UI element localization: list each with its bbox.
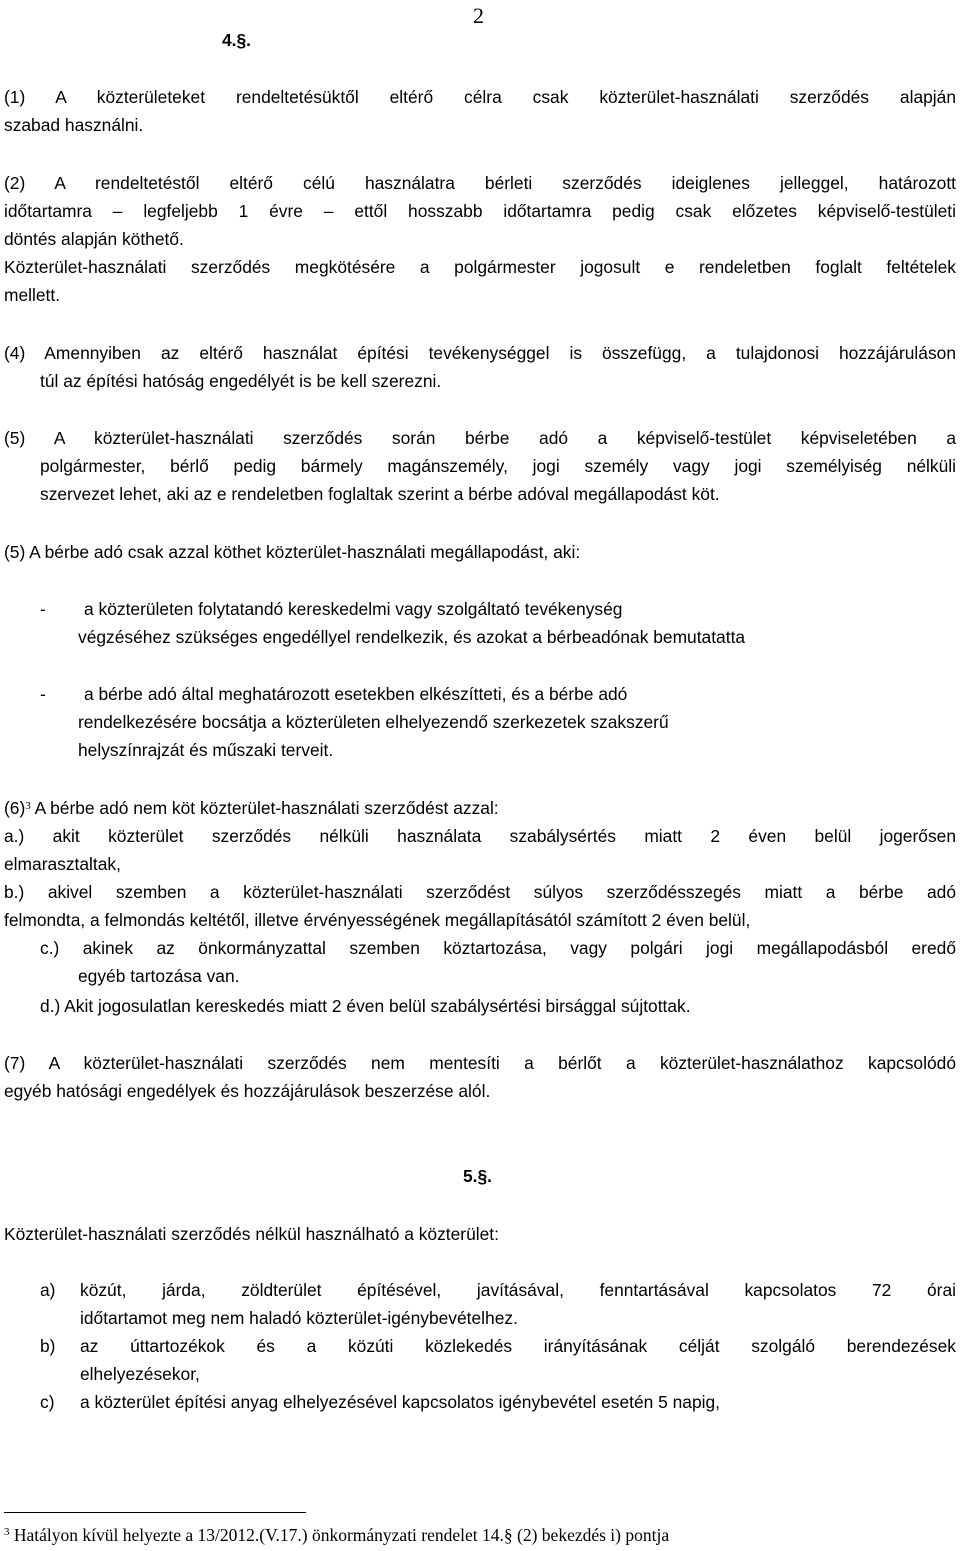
paragraph-2-line-1: (2) A rendeltetéstől eltérő célú használatra bérleti szerződés ideiglenes jelleggel, határozott [4,173,956,193]
list-b-label: b) [40,1336,56,1356]
footnote [4,1523,669,1547]
paragraph-2-line-4: Közterület-használati szerződés megkötésére a polgármester jogosult e rendeletben foglalt feltételek [4,257,956,277]
paragraph-5a-line-1: (5) A közterület-használati szerződés során bérbe adó a képviselő-testület képviseletében a [4,428,956,448]
paragraph-2-line-3: döntés alapján köthető. [4,229,184,249]
bullet-2-line-2: rendelkezésére bocsátja a közterületen elhelyezendő szerkezetek szakszerű [78,712,669,732]
paragraph-7-line-2: egyéb hatósági engedélyek és hozzájárulások beszerzése alól. [4,1081,491,1101]
item-b-line-2: felmondta, a felmondás keltétől, illetve érvényességének megállapításától számított 2 éven belül, [4,910,751,930]
section-5-heading: 5.§. [463,1166,493,1186]
list-b-line-1: az úttartozékok és a közúti közlekedés irányításának célját szolgáló berendezések [80,1336,956,1356]
item-c-line-2: egyéb tartozása van. [78,966,240,986]
paragraph-2-line-5: mellett. [4,285,61,305]
paragraph-7-line-1: (7) A közterület-használati szerződés nem mentesíti a bérlőt a közterület-használathoz kapcsolódó [4,1053,956,1073]
footnote-separator [4,1512,306,1513]
paragraph-4-line-2: túl az építési hatóság engedélyét is be kell szerezni. [40,371,442,391]
item-a-line-1: a.) akit közterület szerződés nélküli használata szabálysértés miatt 2 éven belül jogerősen [4,826,956,846]
item-b-line-1: b.) akivel szemben a közterület-használati szerződést súlyos szerződésszegés miatt a bérbe adó [4,882,956,902]
list-b-line-2: elhelyezésekor, [80,1364,200,1384]
paragraph-5a-line-2: polgármester, bérlő pedig bármely magánszemély, jogi személy vagy jogi személyiség nélküli [40,456,956,476]
list-a-label: a) [40,1280,56,1300]
footnote-mark: 3 [4,1526,10,1538]
footnote-text: Hatályon kívül helyezte a 13/2012.(V.17.) önkormányzati rendelet 14.§ (2) bekezdés i) pontja [9,1525,670,1545]
paragraph-2-line-2: időtartamra – legfeljebb 1 évre – ettől hosszabb időtartamra pedig csak előzetes képviselő-testületi [4,201,956,221]
list-a-line-1: közút, járda, zöldterület építésével, javításával, fenntartásával kapcsolatos 72 órai [80,1280,956,1300]
paragraph-1-line-1: (1) A közterületeket rendeltetésüktől eltérő célra csak közterület-használati szerződés alapján [4,87,956,107]
page-number: 2 [473,3,484,28]
bullet-2-dash: - [40,684,46,704]
item-d: d.) Akit jogosulatlan kereskedés miatt 2 éven belül szabálysértési birsággal sújtottak. [40,996,691,1016]
footnote-reference[interactable]: 3 [25,800,31,812]
list-a-line-2: időtartamot meg nem haladó közterület-igénybevételhez. [80,1308,518,1328]
paragraph-6-intro [4,794,499,822]
bullet-1-line-2: végzéséhez szükséges engedéllyel rendelkezik, és azokat a bérbeadónak bemutatatta [78,627,746,647]
paragraph-6-number: (6) [4,798,26,818]
list-c-line-1: a közterület építési anyag elhelyezésével kapcsolatos igénybevétel esetén 5 napig, [80,1392,721,1412]
paragraph-1-line-2: szabad használni. [4,115,144,135]
paragraph-5a-line-3: szervezet lehet, aki az e rendeletben foglaltak szerint a bérbe adóval megállapodást köt. [40,484,720,504]
paragraph-4-line-1: (4) Amennyiben az eltérő használat építési tevékenységgel is összefügg, a tulajdonosi hozzájáruláson [4,343,956,363]
section-5-intro: Közterület-használati szerződés nélkül használható a közterület: [4,1224,499,1244]
bullet-2-line-3: helyszínrajzát és műszaki terveit. [78,740,334,760]
paragraph-6-text: A bérbe adó nem köt közterület-használati szerződést azzal: [30,798,499,818]
item-a-line-2: elmarasztaltak, [4,854,121,874]
section-4-heading: 4.§. [222,30,252,50]
list-c-label: c) [40,1392,55,1412]
bullet-1-line-1: a közterületen folytatandó kereskedelmi vagy szolgáltató tevékenység [84,599,623,619]
bullet-2-line-1: a bérbe adó által meghatározott esetekben elkészítteti, és a bérbe adó [84,684,628,704]
item-c-line-1: c.) akinek az önkormányzattal szemben köztartozása, vagy polgári jogi megállapodásból eredő [40,938,956,958]
paragraph-5b: (5) A bérbe adó csak azzal köthet közterület-használati megállapodást, aki: [4,542,581,562]
bullet-1-dash: - [40,599,46,619]
